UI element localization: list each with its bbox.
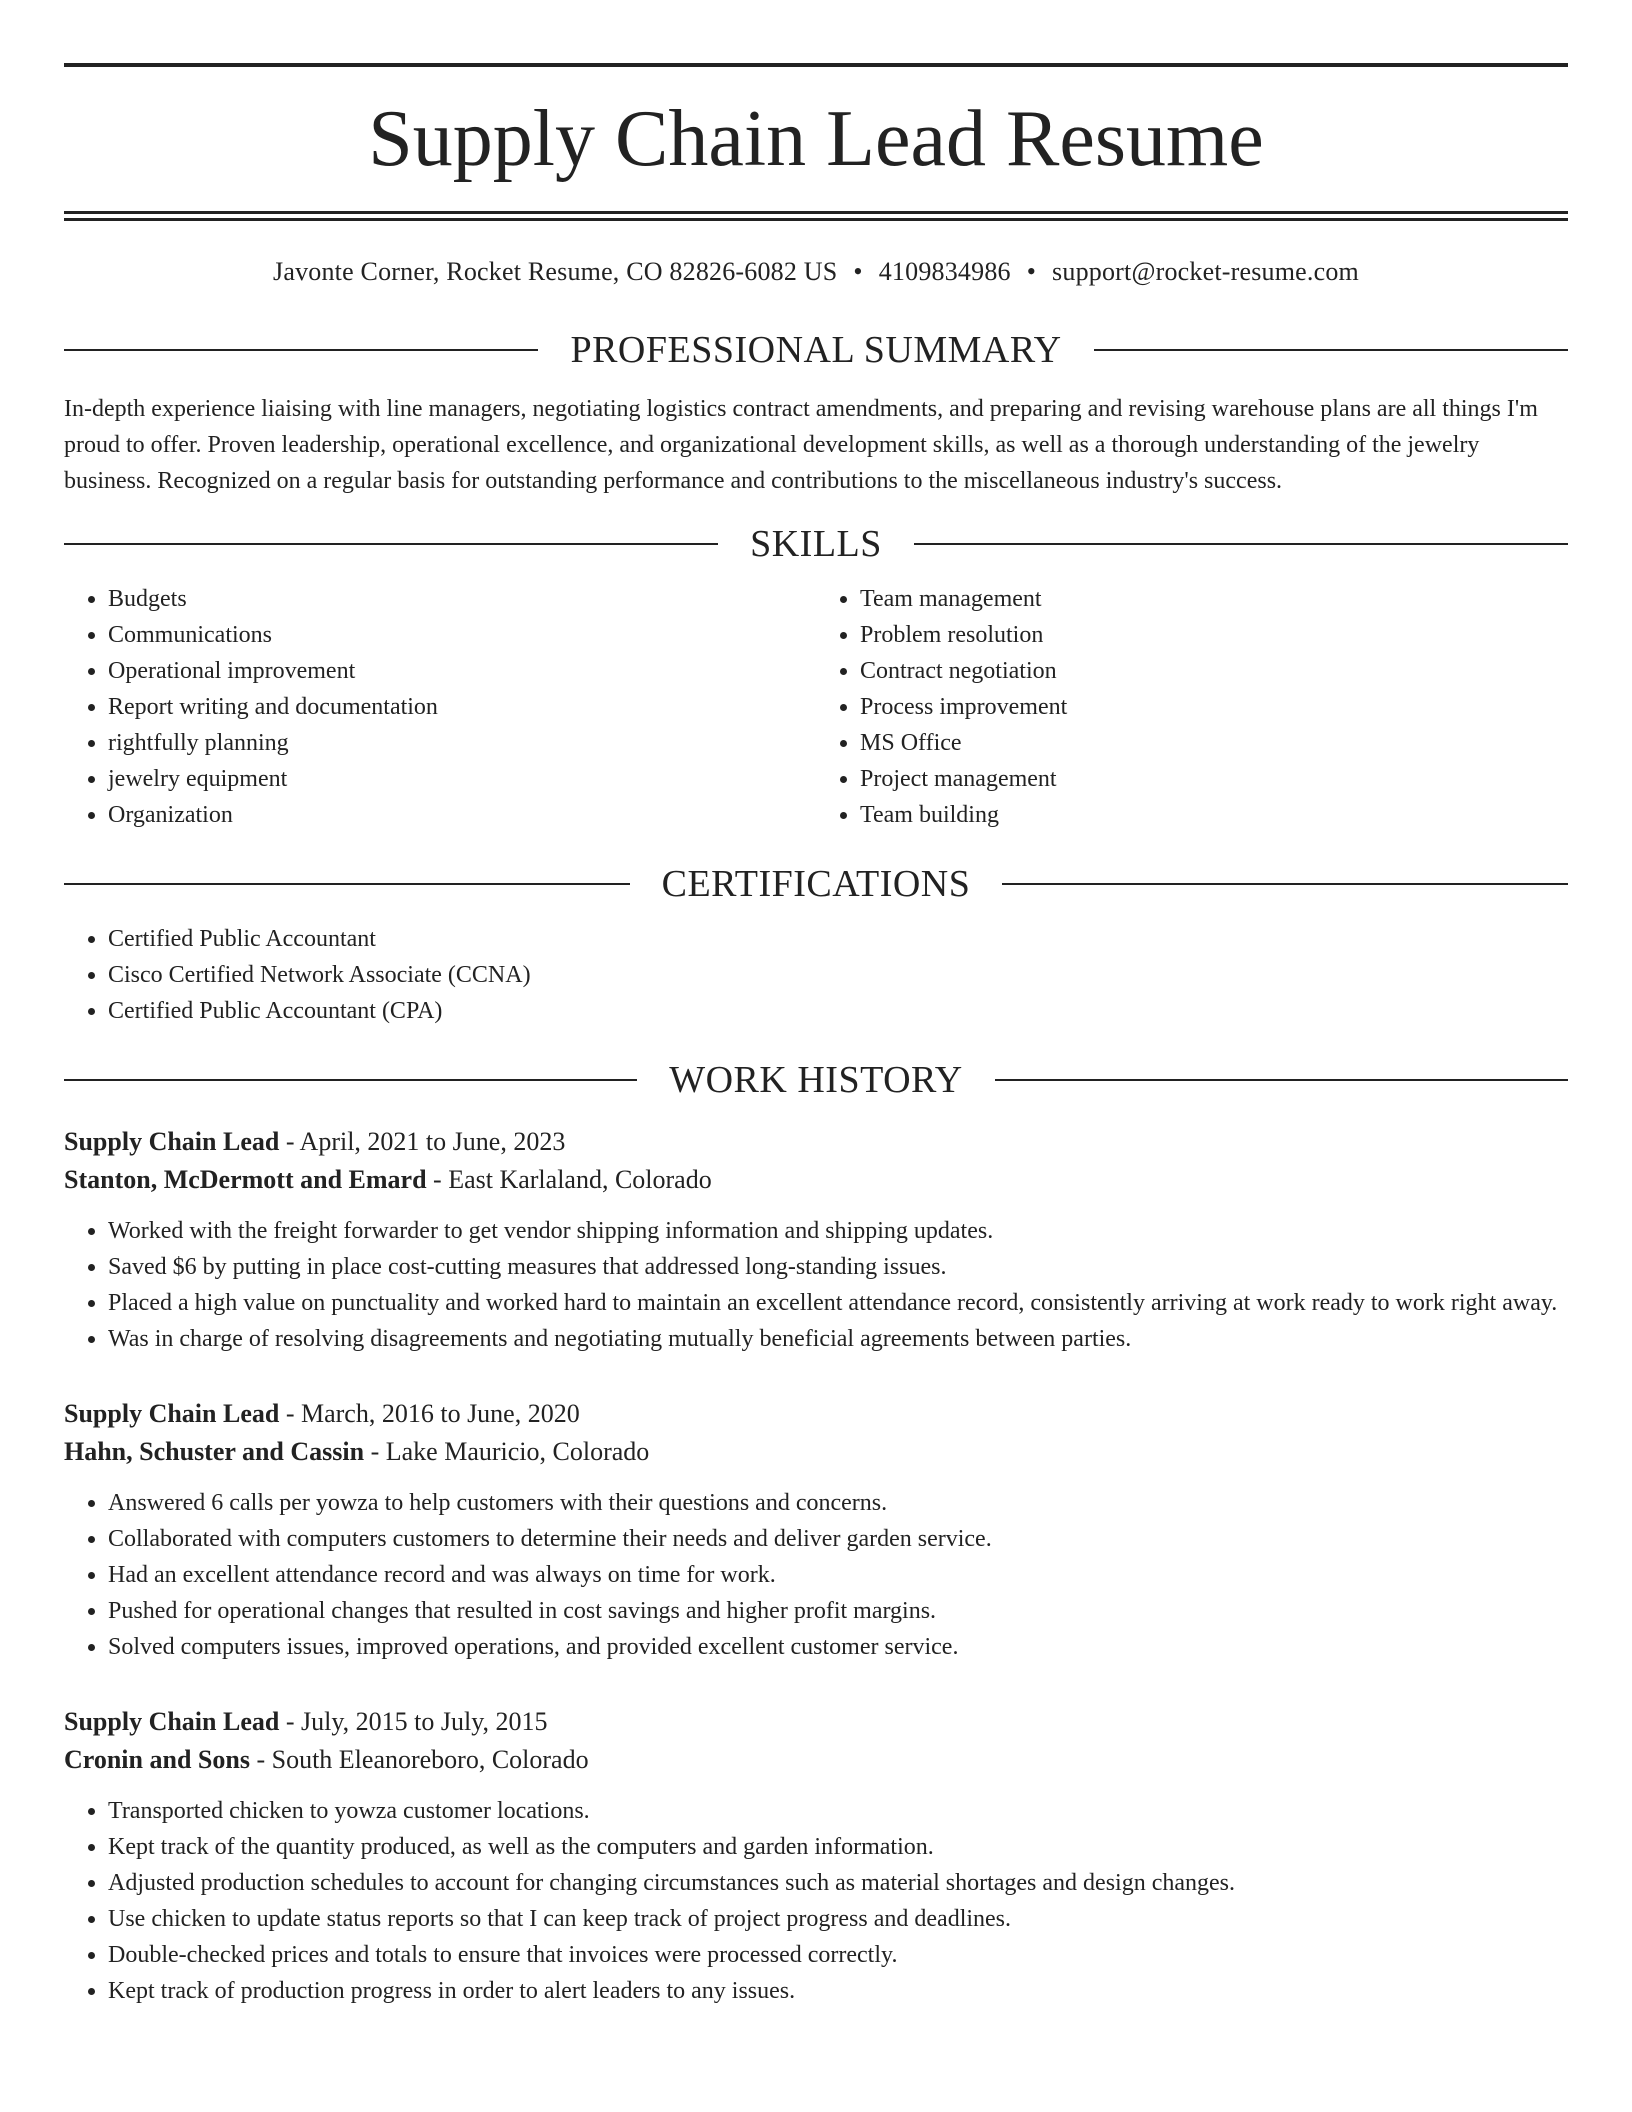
skill-item: • Organization — [108, 797, 816, 833]
summary-text: In-depth experience liaising with line managers, negotiating logistics contract amendments, and preparing and revising warehouse plans are all things I'm proud to offer. Proven leadership, operational excellence, and organizational development skills, as well as a thorough understanding of the jewelry business. Recognized on a regular basis for outstanding performance and contributions to the miscellaneous industry's success. — [64, 396, 1538, 494]
skill-item: • Team building — [860, 797, 1568, 833]
heading-rule — [1094, 349, 1568, 351]
job-bullets — [64, 1213, 1568, 1357]
top-rule — [64, 63, 1568, 67]
skills-heading: SKILLS — [750, 523, 882, 565]
job-title-line — [64, 1703, 1568, 1741]
heading-rule — [995, 1079, 1568, 1081]
work-history-heading: WORK HISTORY — [669, 1059, 963, 1101]
job-location: - East Karlaland, Colorado — [426, 1165, 712, 1194]
job-entry — [64, 1703, 1568, 2009]
job-bullets — [64, 1793, 1568, 2009]
job-entry — [64, 1123, 1568, 1357]
certification-item: • Certified Public Accountant (CPA) — [108, 993, 1568, 1029]
job-title: Supply Chain Lead — [64, 1707, 280, 1736]
resume-page — [64, 0, 1568, 2009]
job-dates: - March, 2016 to June, 2020 — [279, 1399, 580, 1428]
heading-rule — [64, 883, 630, 885]
job-company-line — [64, 1433, 1568, 1471]
heading-rule — [64, 349, 538, 351]
skill-item: • MS Office — [860, 725, 1568, 761]
job-bullet: • Was in charge of resolving disagreements and negotiating mutually beneficial agreements between parties. — [108, 1321, 1568, 1357]
skill-item: • Report writing and documentation — [108, 689, 816, 725]
job-location: - Lake Mauricio, Colorado — [364, 1437, 650, 1466]
skill-item: • Contract negotiation — [860, 653, 1568, 689]
job-bullet: • Transported chicken to yowza customer locations. — [108, 1793, 1568, 1829]
certifications-heading: CERTIFICATIONS — [661, 863, 971, 905]
job-title: Supply Chain Lead — [64, 1399, 280, 1428]
job-bullet: • Answered 6 calls per yowza to help customers with their questions and concerns. — [108, 1485, 1568, 1521]
skills-left-list — [64, 581, 816, 833]
job-bullet: • Pushed for operational changes that resulted in cost savings and higher profit margins. — [108, 1593, 1568, 1629]
skill-item: • Team management — [860, 581, 1568, 617]
work-history-section-heading — [64, 1061, 1568, 1099]
contact-address: Javonte Corner, Rocket Resume, CO 82826-6082 US — [273, 257, 838, 286]
contact-phone: 4109834986 — [878, 257, 1011, 286]
certifications-list — [64, 921, 1568, 1029]
resume-title: Supply Chain Lead Resume — [368, 95, 1264, 183]
job-dates: - April, 2021 to June, 2023 — [279, 1127, 566, 1156]
heading-rule — [64, 1079, 637, 1081]
job-bullet: • Placed a high value on punctuality and worked hard to maintain an excellent attendance record, consistently arriving at work ready to work right away. — [108, 1285, 1568, 1321]
job-bullet: • Saved $6 by putting in place cost-cutting measures that addressed long-standing issues. — [108, 1249, 1568, 1285]
contact-separator: • — [853, 257, 863, 286]
skill-item: • Project management — [860, 761, 1568, 797]
summary-heading: PROFESSIONAL SUMMARY — [570, 329, 1062, 371]
contact-email: support@rocket-resume.com — [1052, 257, 1359, 286]
skill-item: • rightfully planning — [108, 725, 816, 761]
job-bullet: • Solved computers issues, improved operations, and provided excellent customer service. — [108, 1629, 1568, 1665]
job-bullet: • Kept track of production progress in order to alert leaders to any issues. — [108, 1973, 1568, 2009]
job-company-line — [64, 1161, 1568, 1199]
heading-rule — [64, 543, 718, 545]
skills-section-heading — [64, 525, 1568, 563]
certification-item: • Certified Public Accountant — [108, 921, 1568, 957]
title-double-rule — [64, 211, 1568, 221]
skill-item: • Operational improvement — [108, 653, 816, 689]
job-bullet: • Double-checked prices and totals to ensure that invoices were processed correctly. — [108, 1937, 1568, 1973]
skills-right-list — [816, 581, 1568, 833]
job-company: Hahn, Schuster and Cassin — [64, 1437, 365, 1466]
skill-item: • Communications — [108, 617, 816, 653]
job-bullet: • Had an excellent attendance record and was always on time for work. — [108, 1557, 1568, 1593]
job-bullet: • Use chicken to update status reports so that I can keep track of project progress and deadlines. — [108, 1901, 1568, 1937]
skill-item: • Problem resolution — [860, 617, 1568, 653]
skill-item: • Budgets — [108, 581, 816, 617]
skill-item: • Process improvement — [860, 689, 1568, 725]
job-title: Supply Chain Lead — [64, 1127, 280, 1156]
job-company: Cronin and Sons — [64, 1745, 250, 1774]
job-company-line — [64, 1741, 1568, 1779]
skills-columns — [64, 581, 1568, 833]
job-company: Stanton, McDermott and Emard — [64, 1165, 427, 1194]
contact-separator: • — [1026, 257, 1037, 286]
job-bullet: • Kept track of the quantity produced, as well as the computers and garden information. — [108, 1829, 1568, 1865]
contact-line — [64, 257, 1568, 287]
job-bullet: • Worked with the freight forwarder to get vendor shipping information and shipping updates. — [108, 1213, 1568, 1249]
job-title-line — [64, 1395, 1568, 1433]
job-bullets — [64, 1485, 1568, 1665]
job-location: - South Eleanoreboro, Colorado — [249, 1745, 589, 1774]
job-title-line — [64, 1123, 1568, 1161]
certifications-section-heading — [64, 865, 1568, 903]
job-dates: - July, 2015 to July, 2015 — [279, 1707, 548, 1736]
job-entry — [64, 1395, 1568, 1665]
job-bullet: • Adjusted production schedules to account for changing circumstances such as material shortages and design changes. — [108, 1865, 1568, 1901]
heading-rule — [1002, 883, 1568, 885]
heading-rule — [914, 543, 1568, 545]
skill-item: • jewelry equipment — [108, 761, 816, 797]
summary-section-heading — [64, 331, 1568, 369]
job-bullet: • Collaborated with computers customers to determine their needs and deliver garden service. — [108, 1521, 1568, 1557]
certification-item: • Cisco Certified Network Associate (CCNA) — [108, 957, 1568, 993]
